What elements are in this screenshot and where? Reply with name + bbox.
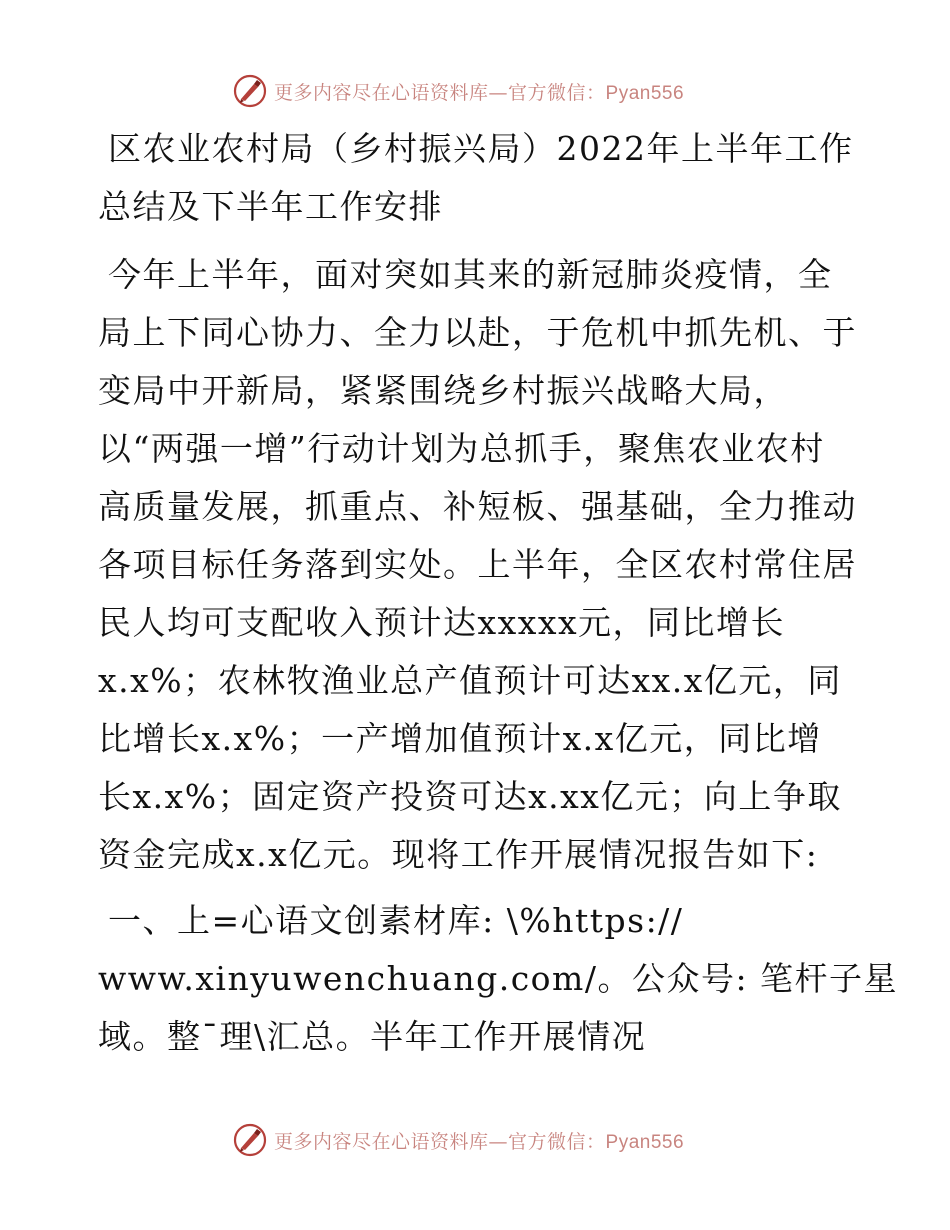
paragraph-line: 今年上半年，面对突如其来的新冠肺炎疫情，全 (108, 255, 833, 294)
watermark-text: 更多内容尽在心语资料库—官方微信：Pyan556 (274, 1130, 685, 1153)
paragraph-line: 各项目标任务落到实处。上半年，全区农村常住居 (98, 545, 857, 584)
title-line: 区农业农村局（乡村振兴局）2022年上半年工作 (108, 129, 854, 168)
document-title (98, 120, 858, 236)
pen-logo-icon (232, 73, 268, 109)
document-body (98, 120, 899, 1066)
paragraph-line: 资金完成x.x亿元。现将工作开展情况报告如下: (98, 835, 819, 874)
watermark-footer (232, 1121, 732, 1159)
paragraph-line: 比增长x.x%；一产增加值预计x.x亿元，同比增 (98, 719, 822, 758)
section-line: 域。整¯理\汇总。半年工作开展情况 (98, 1017, 647, 1056)
section-line: 一、上=心语文创素材库: \%https:// (108, 901, 684, 940)
title-line: 总结及下半年工作安排 (98, 187, 443, 226)
paragraph-line: x.x%；农林牧渔业总产值预计可达xx.x亿元，同 (98, 661, 842, 700)
paragraph-line: 变局中开新局，紧紧围绕乡村振兴战略大局， (98, 371, 788, 410)
section-line: www.xinyuwenchuang.com/。公众号: 笔杆子星 (98, 959, 899, 998)
intro-paragraph (98, 246, 858, 884)
section-heading (98, 892, 899, 1066)
paragraph-line: 以“两强一增”行动计划为总抓手，聚焦农业农村 (98, 429, 825, 468)
watermark-header (232, 72, 732, 110)
pen-logo-icon (232, 1122, 268, 1158)
watermark-text: 更多内容尽在心语资料库—官方微信：Pyan556 (274, 81, 685, 104)
paragraph-line: 长x.x%；固定资产投资可达x.xx亿元；向上争取 (98, 777, 842, 816)
paragraph-line: 局上下同心协力、全力以赴，于危机中抓先机、于 (98, 313, 857, 352)
paragraph-line: 民人均可支配收入预计达xxxxx元，同比增长 (98, 603, 786, 642)
paragraph-line: 高质量发展，抓重点、补短板、强基础，全力推动 (98, 487, 857, 526)
